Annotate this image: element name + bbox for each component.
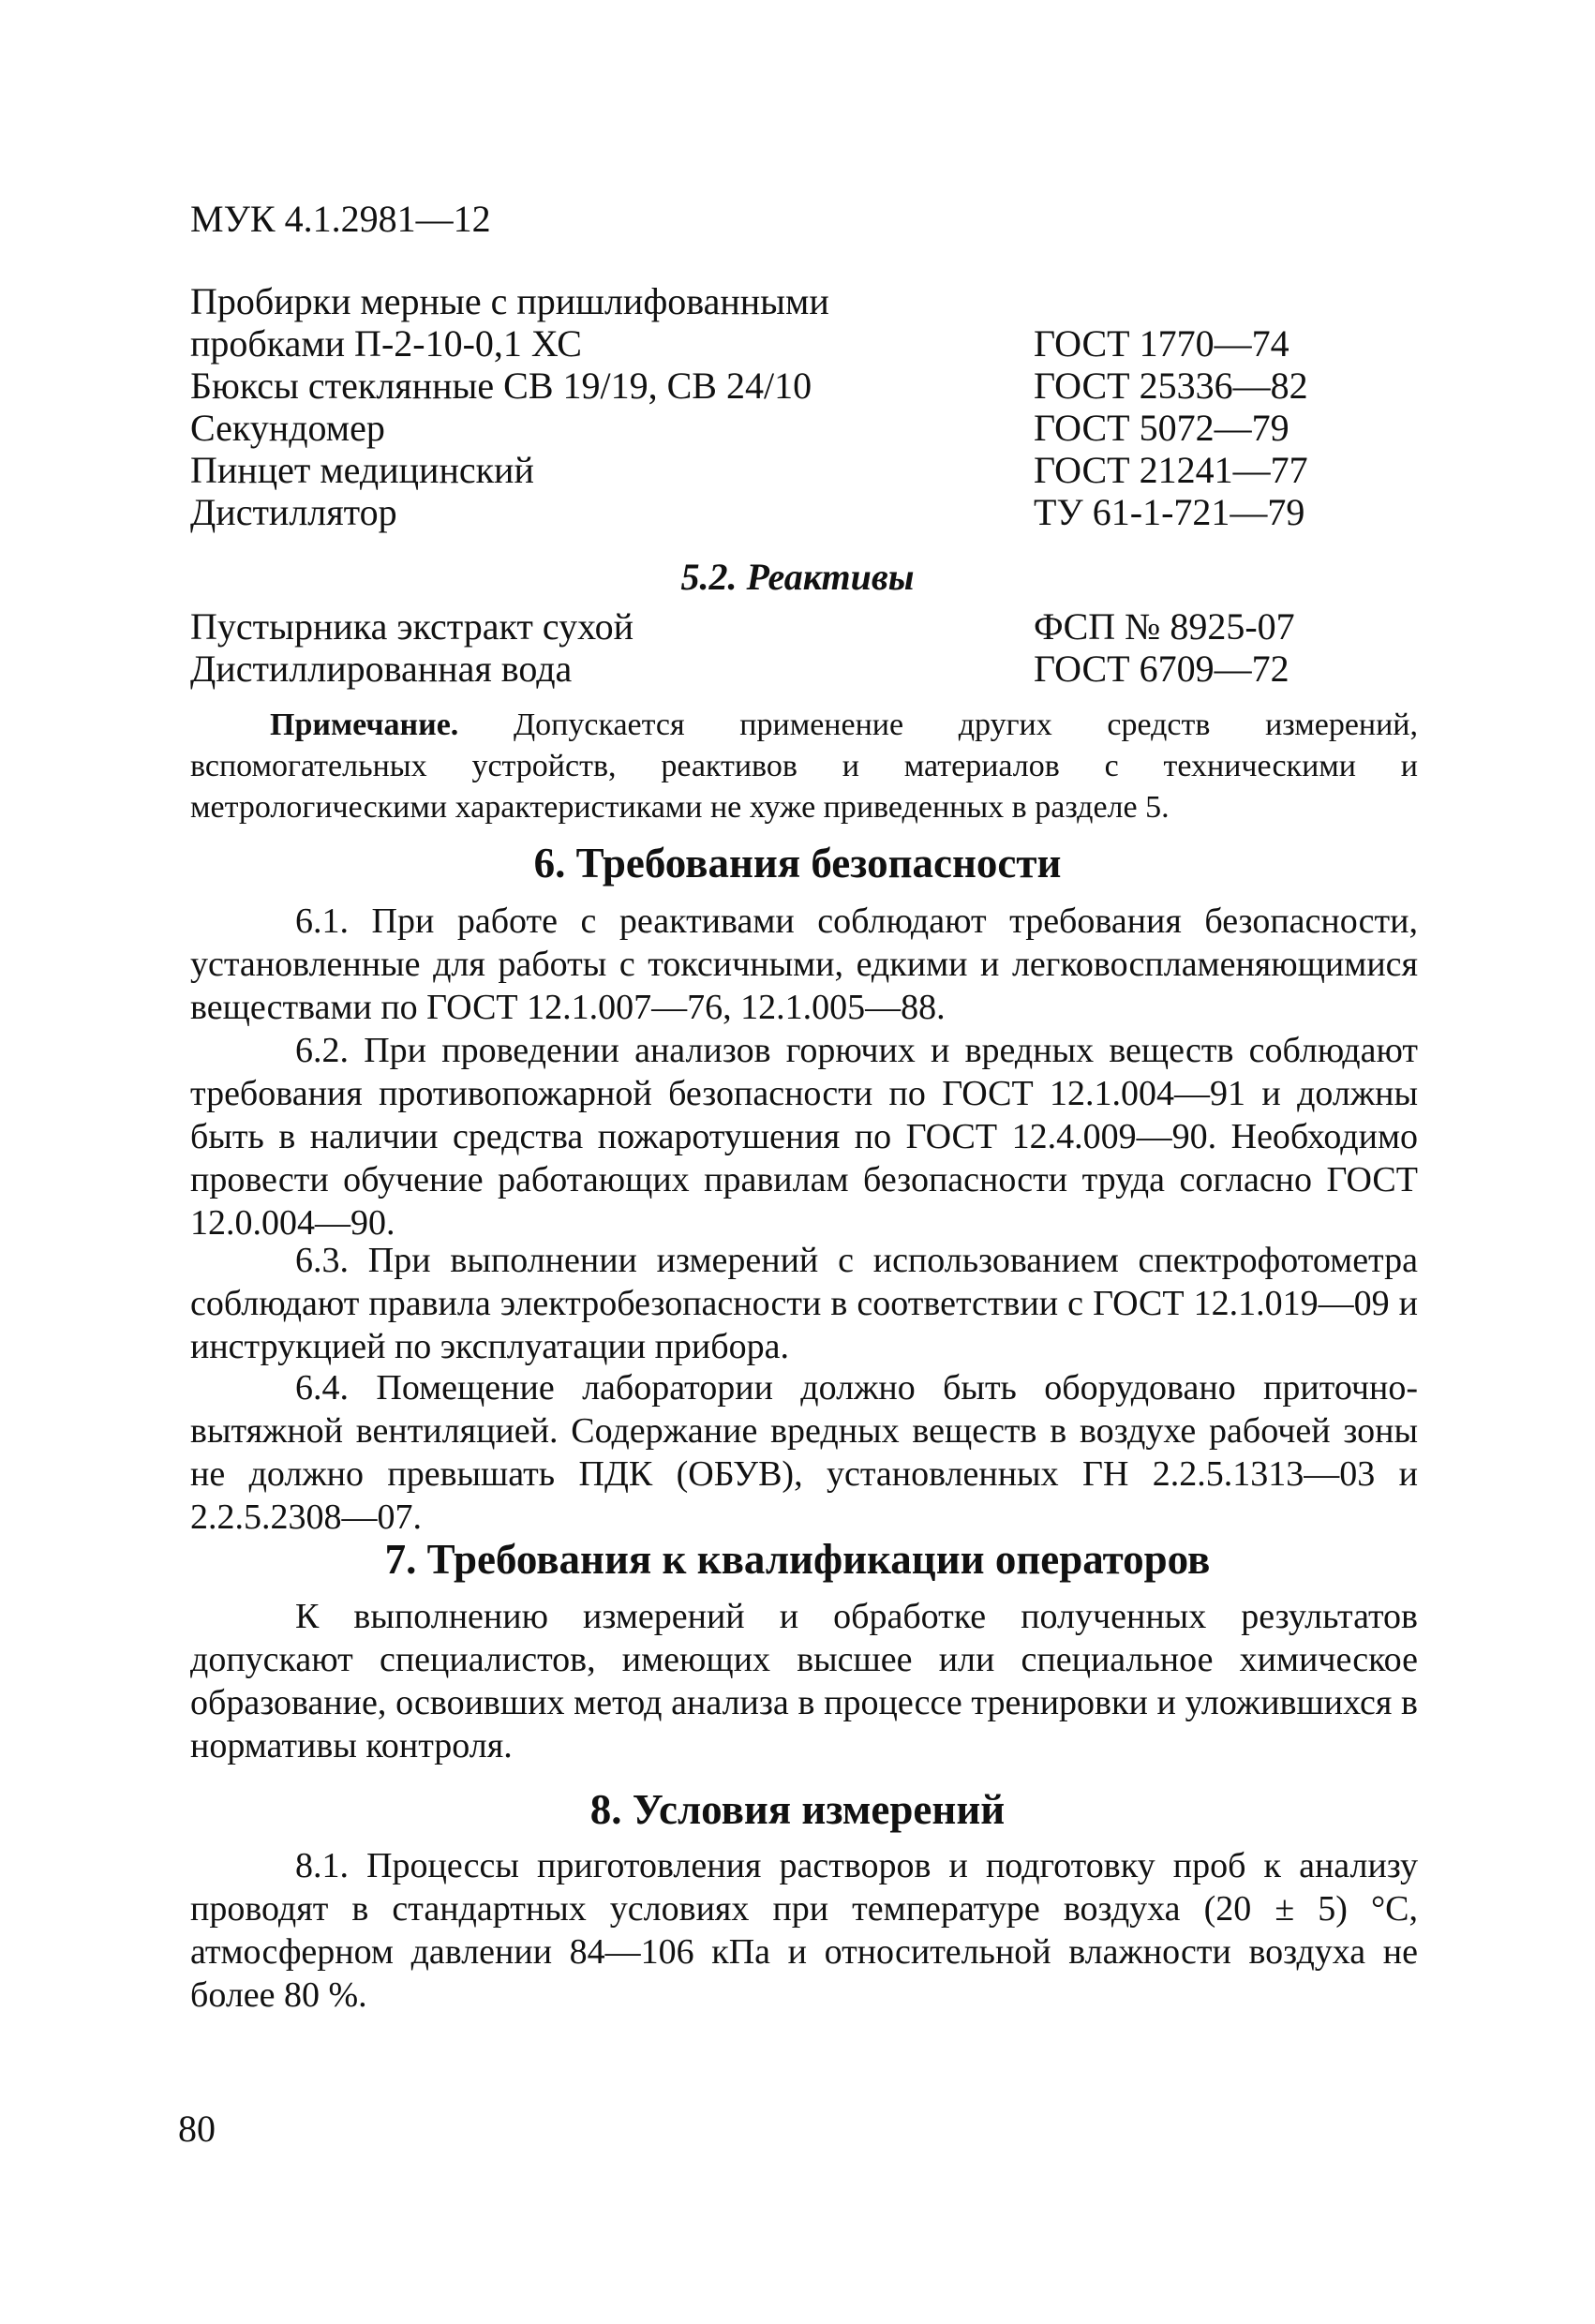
note-label: Примечание. [270,708,459,742]
equipment-name: Пробирки мерные с пришлифованными [190,280,829,322]
equipment-row [190,448,1418,491]
section-6-paragraph: 6.4. Помещение лаборатории должно быть оборудовано приточно-вытяжной вентиляцией. Содержание вредных веществ в воздухе рабочей зоны не должно превышать ПДК (ОБУВ), установленных ГН 2.2.5.1313—03 и 2.2.5.2308—07. [190,1368,1418,1537]
note [190,705,1418,828]
equipment-name: Дистиллятор [190,491,397,533]
section-6-paragraph: 6.3. При выполнении измерений с использованием спектрофотометра соблюдают правила электробезопасности в соответствии с ГОСТ 12.1.019—09 и инструкцией по эксплуатации прибора. [190,1241,1418,1366]
section-8-title: 8. Условия измерений [589,1786,1006,1833]
equipment-row [190,490,1418,533]
equipment-standard: ГОСТ 25336—82 [1034,365,1308,407]
section-7-paragraph: К выполнению измерений и обработке полученных результатов допускают специалистов, имеющих высшее или специальное химическое образование, освоивших метод анализа в процессе тренировки и уложившихся в нормативы контроля. [190,1597,1418,1765]
reagent-name: Пустырника экстракт сухой [190,605,634,648]
equipment-name: Бюксы стеклянные СВ 19/19, СВ 24/10 [190,365,812,407]
equipment-name: Пинцет медицинский [190,449,534,491]
note-text: Допускается применение других средств измерений, вспомогательных устройств, реактивов и материалов с техническими и метрологическими характеристиками не хуже приведенных в разделе 5. [190,708,1419,825]
section-8-paragraph: 8.1. Процессы приготовления растворов и подготовку проб к анализу проводят в стандартных условиях при температуре воздуха (20 ± 5) °С, атмосферном давлении 84—106 кПа и относительной влажности воздуха не более 80 %. [190,1846,1418,2015]
section-6-paragraph: 6.2. При проведении анализов горючих и вредных веществ соблюдают требования противопожарной безопасности по ГОСТ 12.1.004—91 и должны быть в наличии средства пожаротушения по ГОСТ 12.4.009—90. Необходимо провести обучение работающих правилам безопасности труда согласно ГОСТ 12.0.004—90. [190,1031,1418,1243]
page-number: 80 [178,2108,216,2150]
reagent-row [190,647,1418,690]
equipment-row [190,406,1418,449]
equipment-standard: ГОСТ 5072—79 [1034,407,1289,449]
reagent-name: Дистиллированная вода [190,648,573,690]
equipment-standard: ТУ 61-1-721—79 [1034,491,1305,533]
reagent-standard: ГОСТ 6709—72 [1034,648,1289,690]
equipment-standard: ГОСТ 21241—77 [1034,449,1308,491]
equipment-standard: ГОСТ 1770—74 [1034,322,1289,365]
equipment-row [190,279,1418,322]
equipment-row [190,321,1418,365]
section-7-title: 7. Требования к квалификации операторов [384,1536,1211,1583]
section-6-title: 6. Требования безопасности [533,840,1062,886]
section-6-paragraph: 6.1. При работе с реактивами соблюдают требования безопасности, установленные для работы с токсичными, едкими и легковоспламеняющимися веществами по ГОСТ 12.1.007—76, 12.1.005—88. [190,901,1418,1027]
page-header: МУК 4.1.2981—12 [190,198,491,240]
equipment-name: пробками П-2-10-0,1 ХС [190,322,582,365]
reagent-row [190,604,1418,648]
reagent-standard: ФСП № 8925-07 [1034,605,1295,648]
equipment-name: Секундомер [190,407,385,449]
equipment-row [190,364,1418,407]
reagents-title: 5.2. Реактивы [680,556,915,598]
